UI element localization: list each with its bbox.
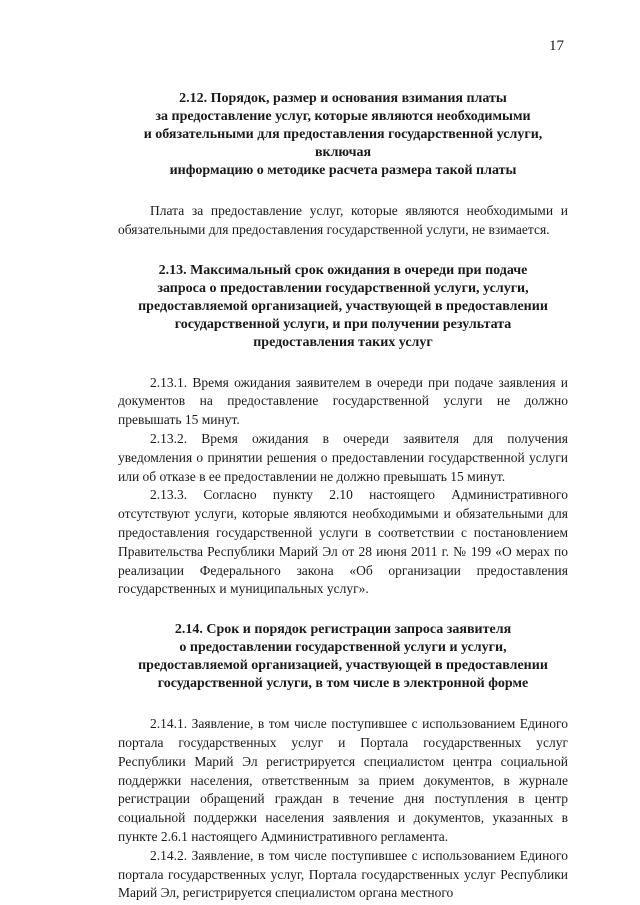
- section-heading-2-13: [118, 262, 568, 352]
- spacer: [118, 352, 568, 374]
- paragraph-2-14-1: 2.14.1. Заявление, в том числе поступившее с использованием Единого портала государственных услуг и Портала государственных услуг Республики Марий Эл регистрируется специалистом центра социальной поддержки населения, ответственным за прием документов, в журнале регистрации обращений граждан в течение дня поступления в центр социальной поддержки населения заявления и документов, указанных в пункте 2.6.1 настоящего Административного регламента.: [118, 716, 568, 844]
- heading-line: 2.14. Срок и порядок регистрации запроса заявителя: [174, 622, 512, 638]
- heading-line: предоставления таких услуг: [253, 334, 433, 350]
- paragraph-2-13-2: 2.13.2. Время ожидания в очереди заявителя для получения уведомления о принятии решения о предоставлении государственной услуги или об отказе в ее предоставлении не должно превышать 15 минут.: [118, 430, 568, 484]
- spacer: [118, 180, 568, 202]
- heading-line: 2.13. Максимальный срок ожидания в очереди при подаче: [158, 262, 528, 278]
- paragraph-2-13-1: 2.13.1. Время ожидания заявителем в очереди при подаче заявления и документов на предоставление государственной услуги не должно превышать 15 минут.: [118, 374, 568, 428]
- heading-line: за предоставление услуг, которые являются необходимыми: [155, 109, 531, 124]
- heading-line: 2.12. Порядок, размер и основания взимания платы: [179, 91, 507, 106]
- heading-line: и обязательными для предоставления государственной услуги, включая: [143, 127, 543, 160]
- paragraph-2-14-2: 2.14.2. Заявление, в том числе поступившее с использованием Единого портала государственных услуг, Портала государственных услуг Республики Марий Эл, регистрируется специалистом органа местного: [118, 847, 568, 901]
- heading-line: запроса о предоставлении государственной услуги, услуги,: [157, 280, 529, 296]
- section-heading-2-12: [118, 90, 568, 180]
- page-number: 17: [549, 38, 564, 54]
- document-body: [118, 90, 568, 903]
- spacer: [118, 599, 568, 621]
- section-heading-2-14: [118, 621, 568, 693]
- heading-line: о предоставлении государственной услуги и услуги,: [179, 640, 507, 656]
- heading-line: предоставляемой организацией, участвующей в предоставлении: [138, 658, 548, 674]
- heading-line: предоставляемой организацией, участвующей в предоставлении: [138, 298, 548, 314]
- spacer: [118, 693, 568, 715]
- spacer: [118, 240, 568, 262]
- heading-line: государственной услуги, в том числе в электронной форме: [157, 676, 529, 692]
- paragraph-2-13-3: 2.13.3. Согласно пункту 2.10 настоящего Административного отсутствуют услуги, которые являются необходимыми и обязательными для предоставления государственной услуги в соответствии с постановлением Правительства Республики Марий Эл от 28 июня 2011 г. № 199 «О мерах по реализации Федерального закона «Об организации предоставления государственных и муниципальных услуг».: [118, 487, 568, 597]
- paragraph-2-12-fee: Плата за предоставление услуг, которые являются необходимыми и обязательными для предоставления государственной услуги, не взимается.: [118, 203, 568, 237]
- heading-line: государственной услуги, и при получении результата: [174, 316, 512, 332]
- heading-line: информацию о методике расчета размера такой платы: [169, 163, 517, 178]
